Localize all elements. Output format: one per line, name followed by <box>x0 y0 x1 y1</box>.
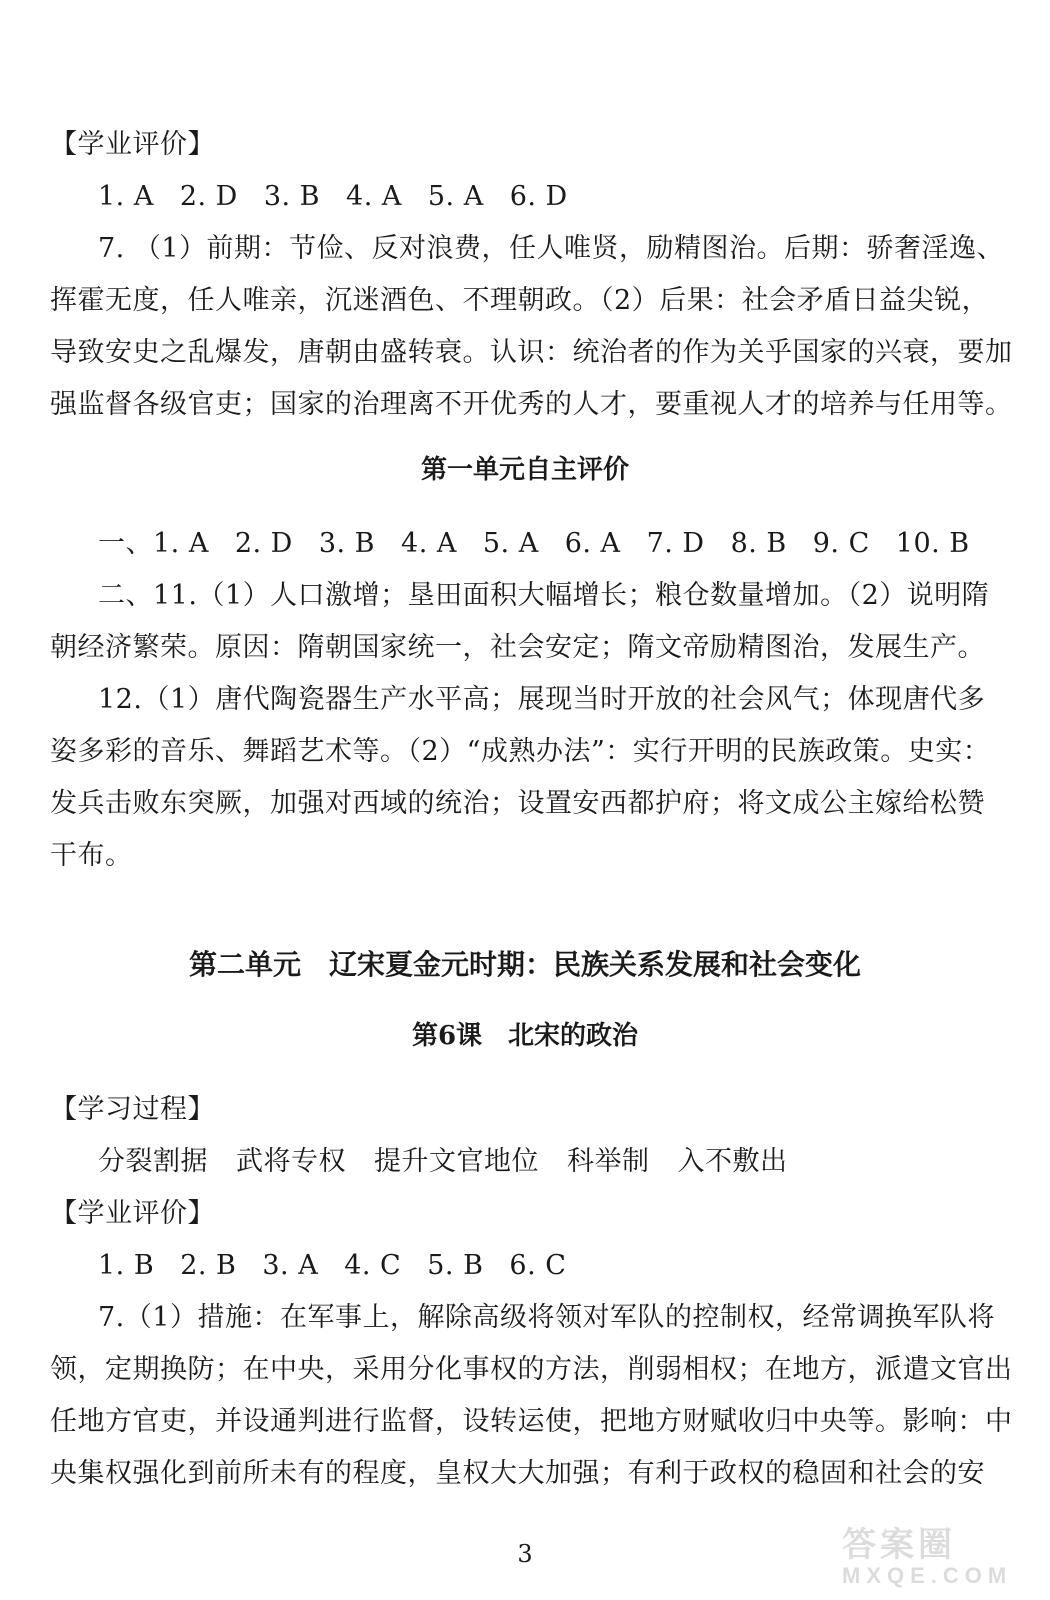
mc-answer: 6. D <box>509 181 568 212</box>
mc-answer: 10. B <box>895 528 970 559</box>
answer-line: 7. （1）前期：节俭、反对浪费，任人唯贤，励精图治。后期：骄奢淫逸、 <box>98 233 1005 264</box>
answer-line: 发兵击败东突厥，加强对西域的统治；设置安西都护府；将文成公主嫁给松赞 <box>50 788 985 819</box>
keyword: 科举制 <box>567 1146 650 1177</box>
mc-answer: 3. A <box>262 1250 319 1281</box>
answer-line: 挥霍无度，任人唯亲，沉迷酒色、不理朝政。（2）后果：社会矛盾日益尖锐， <box>50 285 990 316</box>
watermark-url: MXQE.COM <box>842 1563 1013 1588</box>
lesson-title: 第6课 北宋的政治 <box>411 1021 639 1051</box>
mc-answers-row <box>98 524 970 564</box>
mc-answer: 2. D <box>179 181 238 212</box>
keyword: 提升文官地位 <box>374 1146 539 1177</box>
answer-line: 二、11.（1）人口激增；垦田面积大幅增长；粮仓数量增加。（2）说明隋 <box>98 580 990 611</box>
mc-answer: 1. A <box>98 181 154 212</box>
keyword: 入不敷出 <box>677 1146 788 1177</box>
mc-answer: 1. B <box>98 1250 155 1281</box>
mc-answer: 2. B <box>180 1250 237 1281</box>
answer-line: 12.（1）唐代陶瓷器生产水平高；展现当时开放的社会风气；体现唐代多 <box>98 684 986 715</box>
mc-answer: 5. A <box>427 181 484 212</box>
mc-answers-row <box>98 177 594 217</box>
section-heading-evaluation: 【学业评价】 <box>50 129 215 160</box>
answer-line: 任地方官吏，并设通判进行监督，设转运使，把地方财赋收归中央等。影响：中 <box>50 1406 1013 1437</box>
answer-line: 姿多彩的音乐、舞蹈艺术等。（2）“成熟办法”：实行开明的民族政策。史实： <box>50 736 991 767</box>
mc-answer: 4. A <box>346 181 402 212</box>
mc-answer: 9. C <box>812 528 870 559</box>
mc-answer: 8. B <box>730 528 787 559</box>
section-heading-evaluation: 【学业评价】 <box>50 1198 215 1229</box>
mc-answer: 1. A <box>153 528 209 559</box>
mc-answer: 4. A <box>401 528 457 559</box>
watermark-logo <box>842 1526 1032 1592</box>
mc-answer: 4. C <box>344 1250 402 1281</box>
unit-review-title: 第一单元自主评价 <box>420 455 629 485</box>
mc-answers-row <box>98 1246 592 1286</box>
mc-answer: 7. D <box>646 528 705 559</box>
answer-line: 领，定期换防；在中央，采用分化事权的方法，削弱相权；在地方，派遣文官出 <box>50 1354 1013 1385</box>
watermark-text: 答案圈 <box>842 1526 956 1564</box>
mc-answer: 6. A <box>564 528 621 559</box>
section-heading-process: 【学习过程】 <box>50 1094 215 1125</box>
answer-line: 朝经济繁荣。原因：隋朝国家统一，社会安定；隋文帝励精图治，发展生产。 <box>50 632 985 663</box>
mc-answer: 2. D <box>234 528 293 559</box>
mc-prefix: 一、 <box>98 528 153 559</box>
mc-answer: 5. B <box>427 1250 484 1281</box>
answer-line: 导致安史之乱爆发，唐朝由盛转衰。认识：统治者的作为关乎国家的兴衰，要加 <box>50 337 1013 368</box>
mc-answer: 5. A <box>482 528 539 559</box>
answer-line: 央集权强化到前所未有的程度，皇权大大加强；有利于政权的稳固和社会的安 <box>50 1458 985 1489</box>
mc-answer: 3. B <box>263 181 321 212</box>
keyword: 武将专权 <box>236 1146 346 1177</box>
answer-line: 7.（1）措施：在军事上，解除高级将领对军队的控制权，经常调换军队将 <box>98 1302 995 1333</box>
keyword: 分裂割据 <box>98 1146 208 1177</box>
page-number: 3 <box>517 1540 533 1568</box>
mc-answer: 3. B <box>318 528 376 559</box>
answer-line: 强监督各级官吏；国家的治理离不开优秀的人才，要重视人才的培养与任用等。 <box>50 389 1013 420</box>
answer-line: 干布。 <box>50 840 133 871</box>
unit2-title: 第二单元 辽宋夏金元时期：民族关系发展和社会变化 <box>188 948 861 981</box>
mc-answer: 6. C <box>509 1250 567 1281</box>
keywords-row <box>98 1142 816 1182</box>
